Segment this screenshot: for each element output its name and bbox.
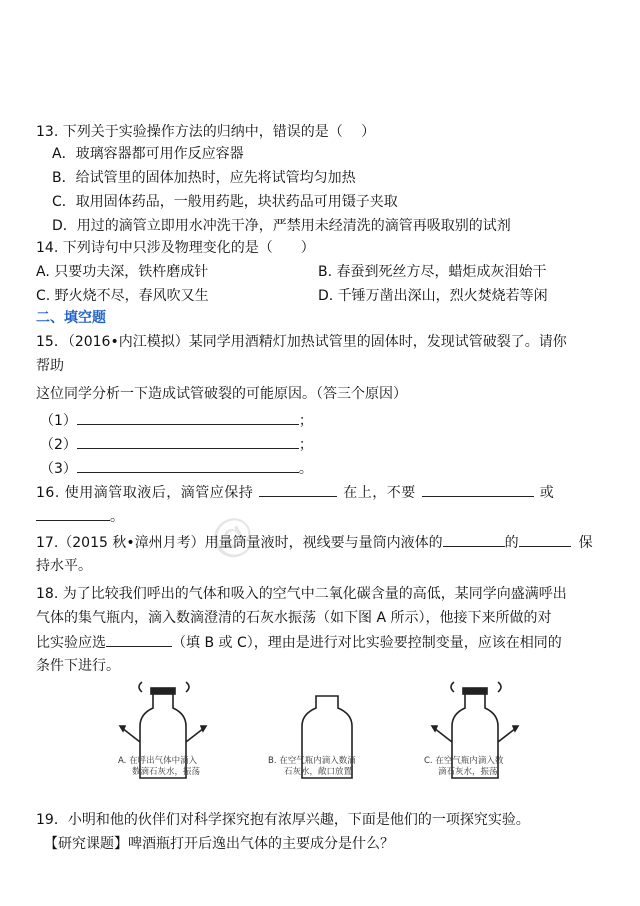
punct: ； [298,437,313,453]
q13-option-b: B．给试管里的固体加热时，应先将试管均匀加热 [52,170,356,186]
q17-text: 17.（2015 秋•漳州月考）用量筒量液时，视线要与量筒内液体的 [36,535,443,551]
punct: ； [298,413,313,429]
q16-line2 [36,506,124,527]
q19-line2: 【研究课题】啤酒瓶打开后逸出气体的主要成分是什么？ [44,836,394,852]
q14-option-a: A. 只要功夫深，铁杵磨成针 [36,264,209,280]
q14-stem: 14. 下列诗句中只涉及物理变化的是（ ） [36,240,315,256]
answer-blank[interactable] [77,458,299,473]
answer-number: （1） [40,413,77,429]
section-heading: 二、填空题 [36,310,106,326]
q18-text: 比实验应选 [36,635,106,651]
q17-text: 的 [504,535,519,551]
caption-c-line1: C. 在空气瓶内滴入数 [424,756,504,766]
q16-line1 [36,482,554,503]
caption-b [268,756,356,778]
q13-option-c: C．取用固体药品，一般用药匙，块状药品可用镊子夹取 [52,194,398,210]
answer-blank[interactable] [77,434,299,449]
q15-answer-3 [40,458,313,479]
caption-b-line1: B. 在空气瓶内滴入数滴 [268,756,356,766]
caption-a-line2: 数滴石灰水，振荡 [132,767,201,777]
q13-option-a: A．玻璃容器都可用作反应容器 [52,146,244,162]
q15-line3: 这位同学分析一下造成试管破裂的可能原因。（答三个原因） [36,386,407,402]
answer-blank[interactable] [443,532,505,547]
caption-c-line2: 滴石灰水，振荡 [438,767,498,777]
q13-option-d: D．用过的滴管立即用水冲洗干净，严禁用未经清洗的滴管再吸取别的试剂 [52,218,511,234]
q15-answer-2 [40,434,313,455]
punct: 。 [110,509,124,525]
watermark-logo: @ [200,502,264,569]
q13-stem: 13. 下列关于实验操作方法的归纳中，错误的是（ ） [36,124,376,140]
q18-line4: 条件下进行。 [36,658,120,674]
q15-line1: 15．（2016•内江模拟）某同学用酒精灯加热试管里的固体时，发现试管破裂了。请你 [36,334,567,350]
q17-line2: 持水平。 [36,558,92,574]
q16-text: 16. 使用滴管取液后，滴管应保持 [36,485,254,501]
caption-a-line1: A. 在呼出气体中滴入 [118,756,198,766]
q15-answer-1 [40,410,313,431]
q16-text: 在上，不要 [343,485,416,501]
answer-blank[interactable] [259,482,337,497]
caption-b-line2: 石灰水，敞口放置 [284,767,353,777]
answer-number: （2） [40,437,77,453]
q15-line2: 帮助 [36,358,64,374]
q18-line3 [36,632,562,653]
q16-text: 或 [539,485,555,501]
q17-text: 保 [578,535,593,551]
answer-blank[interactable] [519,532,571,547]
caption-c [424,756,503,778]
answer-blank[interactable] [422,482,534,497]
q14-option-c: C. 野火烧不尽，春风吹又生 [36,288,209,304]
answer-blank[interactable] [36,506,110,521]
answer-blank[interactable] [106,632,172,647]
caption-a [118,756,200,778]
q19-line1: 19．小明和他的伙伴们对科学探究抱有浓厚兴趣，下面是他们的一项探究实验。 [36,812,530,828]
answer-number: （3） [40,461,77,477]
q14-option-d: D. 千锤万凿出深山，烈火焚烧若等闲 [318,288,548,304]
q18-line1: 18. 为了比较我们呼出的气体和吸入的空气中二氧化碳含量的高低，某同学向盛满呼出 [36,586,567,602]
q18-line2: 气体的集气瓶内，滴入数滴澄清的石灰水振荡（如下图 A 所示），他接下来所做的对 [36,610,552,626]
q14-option-b: B. 春蚕到死丝方尽，蜡炬成灰泪始干 [318,264,547,280]
punct: 。 [298,461,313,477]
q17-line1 [36,532,593,553]
q18-text: （填 B 或 C），理由是进行对比实验要控制变量，应该在相同的 [172,635,562,651]
answer-blank[interactable] [77,410,299,425]
